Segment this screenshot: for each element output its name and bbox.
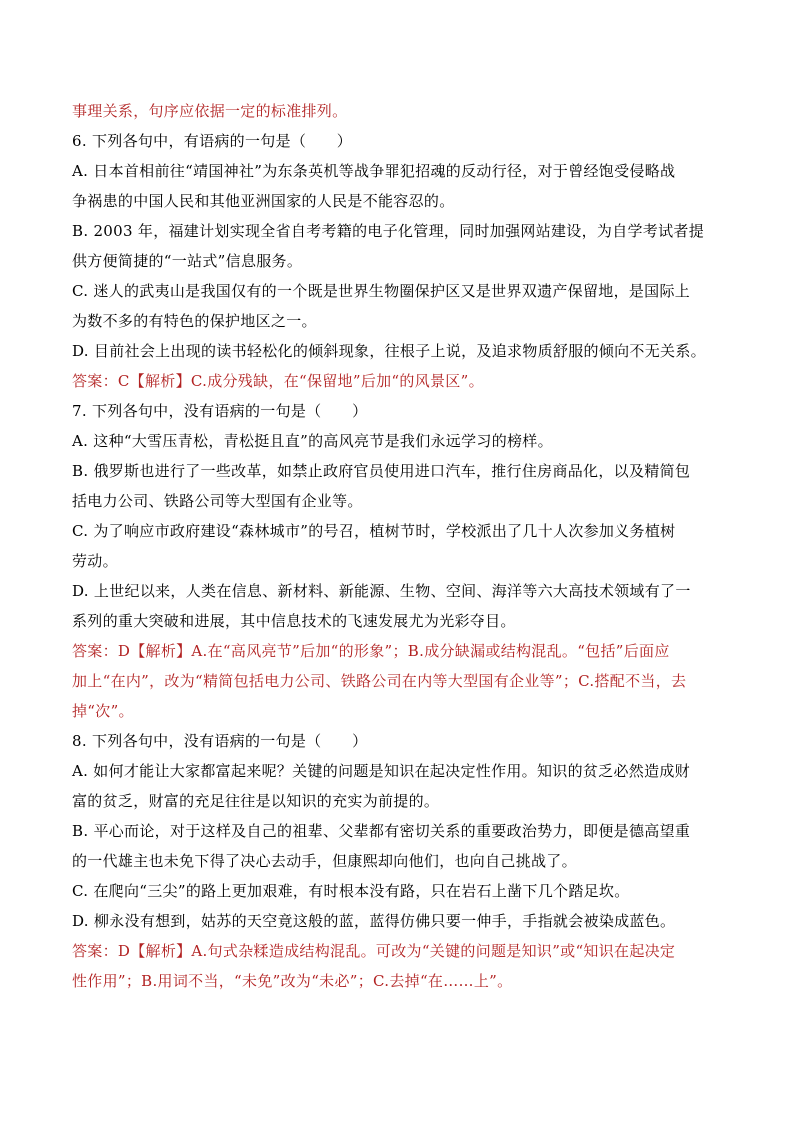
text-line: 括电力公司、铁路公司等大型国有企业等。 [72,492,363,510]
text-line: 掉“次”。 [72,702,134,720]
question-8 [72,726,736,996]
option-b [72,216,736,276]
text-line: B. 俄罗斯也进行了一些改革，如禁止政府官员使用进口汽车，推行住房商品化，以及精简包 [72,462,691,480]
option-d [72,906,736,936]
document-body [72,96,736,996]
text-line: 供方便简捷的“一站式”信息服务。 [72,252,303,270]
option-d [72,576,736,636]
question-6 [72,126,736,396]
text-line: B. 2003 年，福建计划实现全省自考考籍的电子化管理，同时加强网站建设，为自学考试者提 [72,222,705,240]
text-line: 加上“在内”，改为“精简包括电力公司、铁路公司在内等大型国有企业等”；C.搭配不当，去 [72,672,687,690]
text-line: 答案：C【解析】C.成分残缺，在“保留地”后加“的风景区”。 [72,372,484,390]
text-line: 劳动。 [72,552,118,570]
question-stem: 7. 下列各句中，没有语病的一句是（ ） [72,402,368,420]
option-b [72,816,736,876]
text-line: D. 上世纪以来，人类在信息、新材料、新能源、生物、空间、海洋等六大高技术领域有了一 [72,582,691,600]
option-a [72,756,736,816]
question-stem: 8. 下列各句中，没有语病的一句是（ ） [72,732,368,750]
text-line: B. 平心而论，对于这样及自己的祖辈、父辈都有密切关系的重要政治势力，即便是德高望重 [72,822,691,840]
option-b [72,456,736,516]
text-line: 性作用”；B.用词不当，“未免”改为“未必”；C.去掉“在……上”。 [72,972,513,990]
text-line: 富的贫乏，财富的充足往往是以知识的充实为前提的。 [72,792,440,810]
text-line: A. 日本首相前往“靖国神社”为东条英机等战争罪犯招魂的反动行径，对于曾经饱受侵略战 [72,162,676,180]
text-line: C. 为了响应市政府建设“森林城市”的号召，植树节时，学校派出了几十人次参加义务植树 [72,522,676,540]
text-line: 系列的重大突破和进展，其中信息技术的飞速发展尤为光彩夺目。 [72,612,516,630]
text-line: C. 迷人的武夷山是我国仅有的一个既是世界生物圈保护区又是世界双遗产保留地，是国际上 [72,282,691,300]
text-line: 争祸患的中国人民和其他亚洲国家的人民是不能容忍的。 [72,192,455,210]
answer-explanation [72,366,736,396]
intro-paragraph [72,96,736,126]
text-line: A. 如何才能让大家都富起来呢？关键的问题是知识在起决定性作用。知识的贫乏必然造成财 [72,762,690,780]
text-line: 答案：D【解析】A.句式杂糅造成结构混乱。可改为“关键的问题是知识”或“知识在起决定 [72,942,676,960]
text-line: 的一代雄主也未免下得了决心去动手，但康熙却向他们，也向自己挑战了。 [72,852,577,870]
text-line: 为数不多的有特色的保护地区之一。 [72,312,317,330]
option-c [72,876,736,906]
option-a [72,156,736,216]
answer-explanation [72,636,736,726]
text-line: D. 目前社会上出现的读书轻松化的倾斜现象，往根子上说，及追求物质舒服的倾向不无关系。 [72,342,706,360]
text-line: 事理关系，句序应依据一定的标准排列。 [72,102,348,120]
option-c [72,276,736,336]
option-d [72,336,736,366]
question-7 [72,396,736,726]
text-line: C. 在爬向“三尖”的路上更加艰难，有时根本没有路，只在岩石上凿下几个踏足坎。 [72,882,630,900]
option-a [72,426,736,456]
text-line: D. 柳永没有想到，姑苏的天空竟这般的蓝，蓝得仿佛只要一伸手，手指就会被染成蓝色。 [72,912,676,930]
question-stem: 6. 下列各句中，有语病的一句是（ ） [72,132,353,150]
answer-explanation [72,936,736,996]
option-c [72,516,736,576]
text-line: A. 这种“大雪压青松，青松挺且直”的高风亮节是我们永远学习的榜样。 [72,432,553,450]
text-line: 答案：D【解析】A.在“高风亮节”后加“的形象”；B.成分缺漏或结构混乱。“包括”后面应 [72,642,670,660]
